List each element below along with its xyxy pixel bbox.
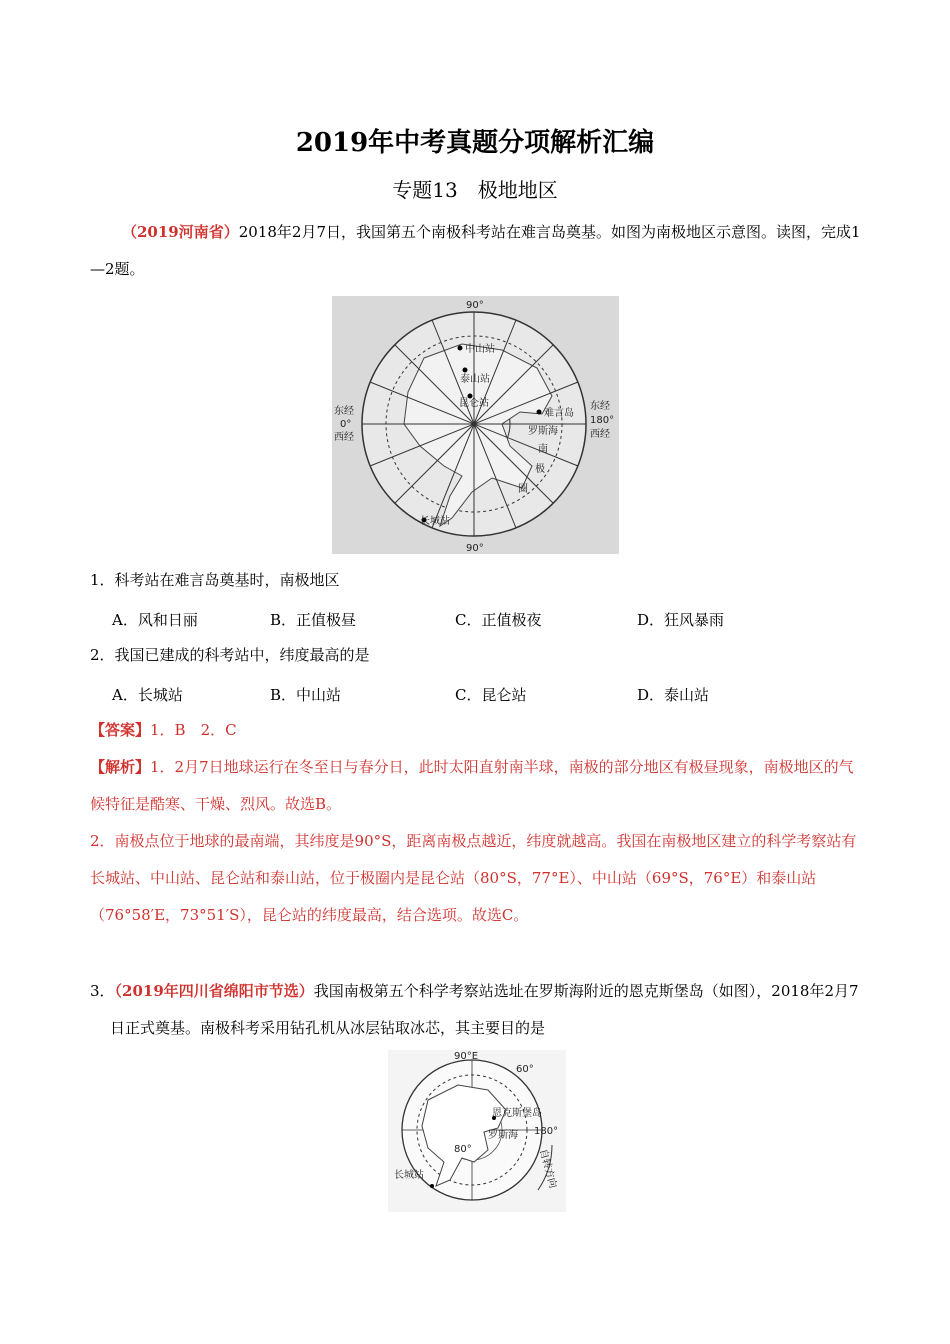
label-luosi: 罗斯海 — [528, 426, 558, 437]
analysis-label: 【解析】 — [90, 758, 151, 776]
map2-label-rotation: 自转方向 — [537, 1147, 559, 1190]
map2-label-changcheng: 长城站 — [394, 1170, 424, 1181]
map2-label-90e: 90°E — [454, 1051, 479, 1062]
label-nanyan: 难言岛 — [544, 408, 574, 419]
q3-number: 3． — [90, 982, 115, 1000]
analysis-text-1: 1．2月7日地球运行在冬至日与春分日，此时太阳直射南半球，南极的部分地区有极昼现象，南极地区的气候特征是酷寒、干燥、烈风。故选B。 — [90, 758, 854, 813]
nanyan-dot — [537, 410, 542, 415]
label-top-90: 90° — [466, 300, 484, 311]
q2-option-a: A．长城站 — [112, 686, 183, 704]
q2-option-d: D．泰山站 — [637, 686, 710, 704]
analysis-paragraph-1 — [90, 749, 865, 823]
map2-label-180: 180° — [534, 1126, 559, 1137]
q1-option-b: B．正值极昼 — [270, 611, 357, 629]
question-3-paragraph — [90, 973, 865, 1047]
map2-label-luosi: 罗斯海 — [488, 1130, 518, 1141]
taishan-dot — [463, 368, 468, 373]
q1-option-d: D．狂风暴雨 — [637, 611, 725, 629]
label-zhongshan: 中山站 — [465, 344, 495, 355]
label-left-east: 东经 — [334, 406, 354, 417]
q1-option-a: A．风和日丽 — [112, 611, 198, 629]
q1-option-c: C．正值极夜 — [455, 611, 542, 629]
map2-changcheng-dot — [430, 1184, 434, 1188]
q2-option-c: C．昆仑站 — [455, 686, 527, 704]
page-title: 2019年中考真题分项解析汇编 — [295, 128, 655, 158]
q2-option-b: B．中山站 — [270, 686, 342, 704]
label-nanji-1: 南 — [538, 444, 548, 455]
map2-label-enke: 恩克斯堡岛 — [492, 1108, 542, 1119]
label-nanji-3: 圈 — [518, 484, 528, 495]
label-kunlun: 昆仑站 — [459, 398, 489, 409]
intro-source: （2019河南省） — [122, 223, 239, 241]
answer-label: 【答案】 — [90, 721, 151, 739]
q3-text: 我国南极第五个科学考察站选址在罗斯海附近的恩克斯堡岛（如图），2018年2月7日正式奠基。南极科考采用钻孔机从冰层钻取冰芯，其主要目的是 — [110, 982, 859, 1037]
map2-label-80: 80° — [454, 1144, 472, 1155]
question-1-stem: 1．科考站在难言岛奠基时，南极地区 — [90, 571, 340, 589]
label-right-west: 西经 — [590, 429, 610, 440]
page-subtitle: 专题13 极地地区 — [392, 178, 558, 202]
label-right-east: 东经 — [590, 401, 610, 412]
q3-source: （2019年四川省绵阳市节选） — [114, 982, 314, 1000]
label-bottom-90: 90° — [466, 543, 484, 554]
answer-line — [90, 712, 865, 749]
label-nanji-2: 极 — [535, 464, 545, 475]
zhongshan-dot — [458, 346, 463, 351]
antarctica-map-1 — [332, 296, 619, 554]
map2-label-60: 60° — [516, 1064, 534, 1075]
intro-paragraph — [90, 214, 865, 288]
answer-text: 1．B 2．C — [150, 721, 237, 739]
antarctica-map-1-svg — [332, 296, 619, 554]
antarctica-map-2-svg — [388, 1050, 566, 1212]
question-2-stem: 2．我国已建成的科考站中，纬度最高的是 — [90, 646, 370, 664]
label-right-180: 180° — [590, 415, 615, 426]
label-changcheng: 长城站 — [420, 516, 450, 527]
label-taishan: 泰山站 — [460, 374, 490, 385]
label-left-zero: 0° — [340, 419, 352, 430]
label-left-west: 西经 — [334, 432, 354, 443]
intro-text: 2018年2月7日，我国第五个南极科考站在难言岛奠基。如图为南极地区示意图。读图，完成1—2题。 — [90, 223, 861, 278]
antarctica-map-2 — [388, 1050, 566, 1212]
analysis-paragraph-2: 2．南极点位于地球的最南端，其纬度是90°S，距离南极点越近，纬度就越高。我国在南极地区建立的科学考察站有长城站、中山站、昆仑站和泰山站，位于极圈内是昆仑站（80°S，77°E）、中山站（69°S，76°E）和泰山站（76°58′E，73°51′S），昆仑站的纬度最高，结合选项。故选C。 — [90, 832, 857, 924]
